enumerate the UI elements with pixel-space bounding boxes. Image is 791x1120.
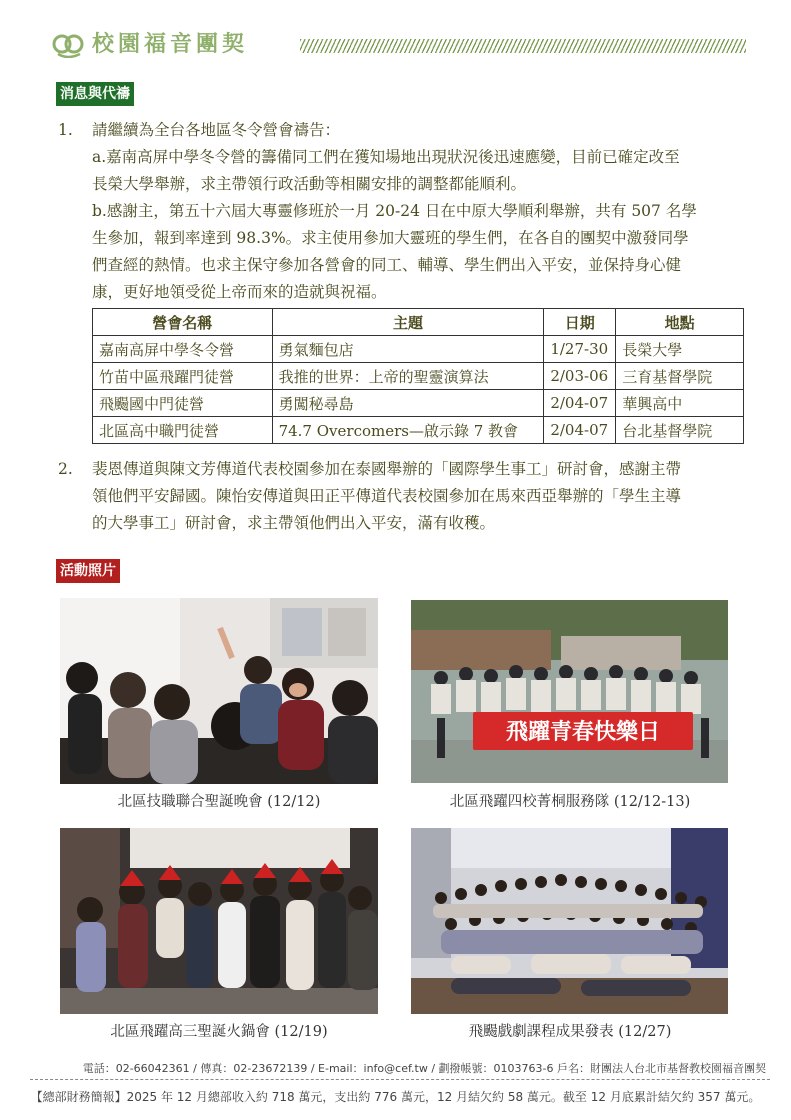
table-row	[93, 390, 744, 417]
photo-christmas-party	[60, 598, 378, 784]
table-cell: 勇氣麵包店	[272, 336, 544, 363]
table-cell: 長榮大學	[616, 336, 744, 363]
table-header: 主題	[272, 309, 544, 336]
header-hatch-divider	[300, 39, 746, 53]
table-cell: 我推的世界：上帝的聖靈演算法	[272, 363, 544, 390]
table-header: 日期	[544, 309, 616, 336]
item-2-line-3: 的大學事工」研討會，求主帶領他們出入平安，滿有收穫。	[92, 514, 496, 532]
table-cell: 三育基督學院	[616, 363, 744, 390]
photo-1-caption: 北區技職聯合聖誕晚會 (12/12)	[117, 794, 321, 810]
footer-divider	[30, 1079, 770, 1080]
table-cell: 1/27-30	[544, 336, 616, 363]
table-cell: 2/03-06	[544, 363, 616, 390]
footer-finance-summary: 【總部財務簡報】2025 年 12 月總部收入約 718 萬元，支出約 776 萬元，12 月結欠約 58 萬元。截至 12 月底累計結欠約 357 萬元。	[30, 1090, 761, 1104]
table-cell: 台北基督學院	[616, 417, 744, 444]
table-cell: 北區高中職門徒營	[93, 417, 273, 444]
item-2-number: 2.	[58, 460, 73, 478]
page-title: 校園福音團契	[92, 32, 249, 57]
table-cell: 2/04-07	[544, 390, 616, 417]
table-row	[93, 363, 744, 390]
table-row	[93, 417, 744, 444]
item-1b-line-1: b.感謝主，第五十六屆大專靈修班於一月 20-24 日在中原大學順利舉辦，共有 507 名學	[92, 202, 697, 220]
photo-drama-showcase	[411, 828, 728, 1014]
page-header	[52, 30, 752, 60]
table-row	[93, 336, 744, 363]
table-header-row	[93, 309, 744, 336]
table-cell: 2/04-07	[544, 417, 616, 444]
section-news-prayer-label: 消息與代禱	[56, 82, 134, 106]
item-1-number: 1.	[58, 121, 73, 139]
photo-2-caption: 北區飛躍四校菁桐服務隊 (12/12-13)	[449, 794, 691, 810]
footer-contact-info: 電話：02-66042361 / 傳真：02-23672139 / E-mail：info@cef.tw / 劃撥帳號：0103763-6 戶名：財團法人台北市基督教校園福音團契	[82, 1062, 766, 1075]
table-cell: 竹苗中區飛躍門徒營	[93, 363, 273, 390]
table-cell: 74.7 Overcomers—啟示錄 7 教會	[272, 417, 544, 444]
photo-hotpot-party	[60, 828, 378, 1014]
table-cell: 嘉南高屏中學冬令營	[93, 336, 273, 363]
table-cell: 飛颺國中門徒營	[93, 390, 273, 417]
table-cell: 勇闖秘尋島	[272, 390, 544, 417]
photo-service-team	[411, 600, 728, 783]
photo-banner-text: 飛躍青春快樂日	[505, 720, 661, 745]
item-1-intro: 請繼續為全台各地區冬令營會禱告：	[92, 121, 341, 139]
item-1b-line-3: 們查經的熱情。也求主保守參加各營會的同工、輔導、學生們出入平安，並保持身心健	[92, 256, 682, 274]
item-2-line-1: 裴恩傳道與陳文芳傳道代表校園參加在泰國舉辦的「國際學生事工」研討會，感謝主帶	[92, 460, 682, 478]
item-1a-line-1: a.嘉南高屏中學冬令營的籌備同工們在獲知場地出現狀況後迅速應變，目前已確定改至	[92, 148, 680, 166]
table-cell: 華興高中	[616, 390, 744, 417]
cef-logo-icon	[52, 32, 86, 58]
winter-camp-table	[92, 308, 744, 444]
photo-4-caption: 飛颺戲劇課程成果發表 (12/27)	[468, 1024, 672, 1040]
section-activity-photos-label: 活動照片	[56, 559, 120, 583]
table-header: 營會名稱	[93, 309, 273, 336]
item-1a-line-2: 長榮大學舉辦，求主帶領行政活動等相關安排的調整都能順利。	[92, 175, 527, 193]
item-1b-line-4: 康，更好地領受從上帝而來的造就與祝福。	[92, 283, 387, 301]
item-2-line-2: 領他們平安歸國。陳怡安傳道與田正平傳道代表校園參加在馬來西亞舉辦的「學生主導	[92, 487, 682, 505]
item-1b-line-2: 生參加，報到率達到 98.3%。求主使用參加大靈班的學生們，在各自的團契中激發同學	[92, 229, 689, 247]
table-header: 地點	[616, 309, 744, 336]
photo-3-caption: 北區飛躍高三聖誕火鍋會 (12/19)	[110, 1024, 328, 1040]
